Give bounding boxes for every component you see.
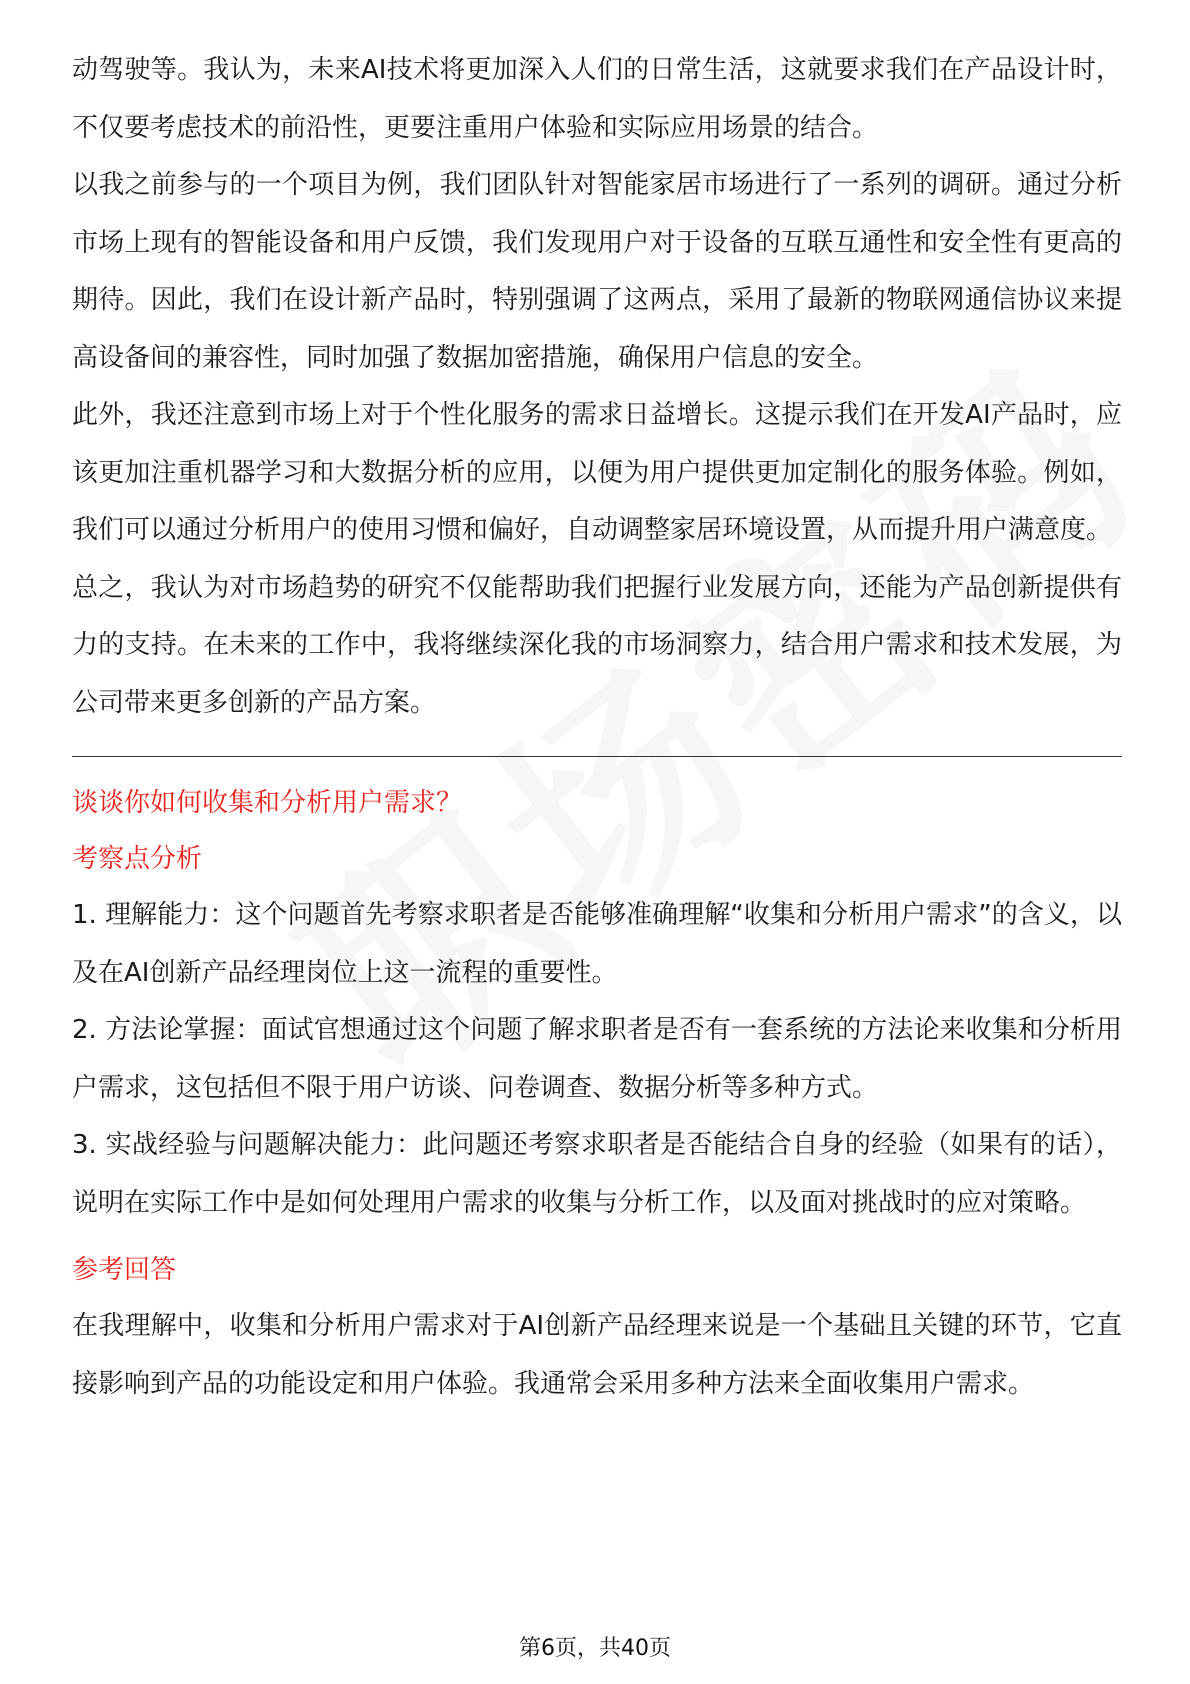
intro-paragraph-4: 总之，我认为对市场趋势的研究不仅能帮助我们把握行业发展方向，还能为产品创新提供有力的支持。在未来的工作中，我将继续深化我的市场洞察力，结合用户需求和技术发展，为公司带来更多创新的产品方案。 [72, 572, 1122, 718]
intro-paragraph-2: 以我之前参与的一个项目为例，我们团队针对智能家居市场进行了一系列的调研。通过分析市场上现有的智能设备和用户反馈，我们发现用户对于设备的互联互通性和安全性有更高的期待。因此，我们在设计新产品时，特别强调了这两点，采用了最新的物联网通信协议来提高设备间的兼容性，同时加强了数据加密措施，确保用户信息的安全。 [72, 170, 1122, 373]
analysis-item-2: 2. 方法论掌握：面试官想通过这个问题了解求职者是否有一套系统的方法论来收集和分析用户需求，这包括但不限于用户访谈、问卷调查、数据分析等多种方式。 [72, 1015, 1122, 1103]
analysis-item-3: 3. 实战经验与问题解决能力：此问题还考察求职者是否能结合自身的经验（如果有的话），说明在实际工作中是如何处理用户需求的收集与分析工作，以及面对挑战时的应对策略。 [72, 1130, 1122, 1218]
analysis-heading: 考察点分析 [72, 844, 203, 874]
answer-paragraph-1: 在我理解中，收集和分析用户需求对于AI创新产品经理来说是一个基础且关键的环节，它直接影响到产品的功能设定和用户体验。我通常会采用多种方法来全面收集用户需求。 [72, 1311, 1122, 1399]
analysis-item-1: 1. 理解能力：这个问题首先考察求职者是否能够准确理解“收集和分析用户需求”的含义，以及在AI创新产品经理岗位上这一流程的重要性。 [72, 900, 1122, 988]
page-number: 第6页，共40页 [519, 1636, 671, 1661]
intro-paragraph-3: 此外，我还注意到市场上对于个性化服务的需求日益增长。这提示我们在开发AI产品时，应该更加注重机器学习和大数据分析的应用，以便为用户提供更加定制化的服务体验。例如，我们可以通过分析用户的使用习惯和偏好，自动调整家居环境设置，从而提升用户满意度。 [72, 400, 1122, 545]
document-page [72, 42, 1122, 1413]
answer-heading: 参考回答 [72, 1255, 177, 1285]
intro-paragraph-1: 动驾驶等。我认为，未来AI技术将更加深入人们的日常生活，这就要求我们在产品设计时，不仅要考虑技术的前沿性，更要注重用户体验和实际应用场景的结合。 [72, 55, 1122, 143]
question-heading: 谈谈你如何收集和分析用户需求？ [72, 788, 463, 818]
section-divider [72, 756, 1122, 757]
